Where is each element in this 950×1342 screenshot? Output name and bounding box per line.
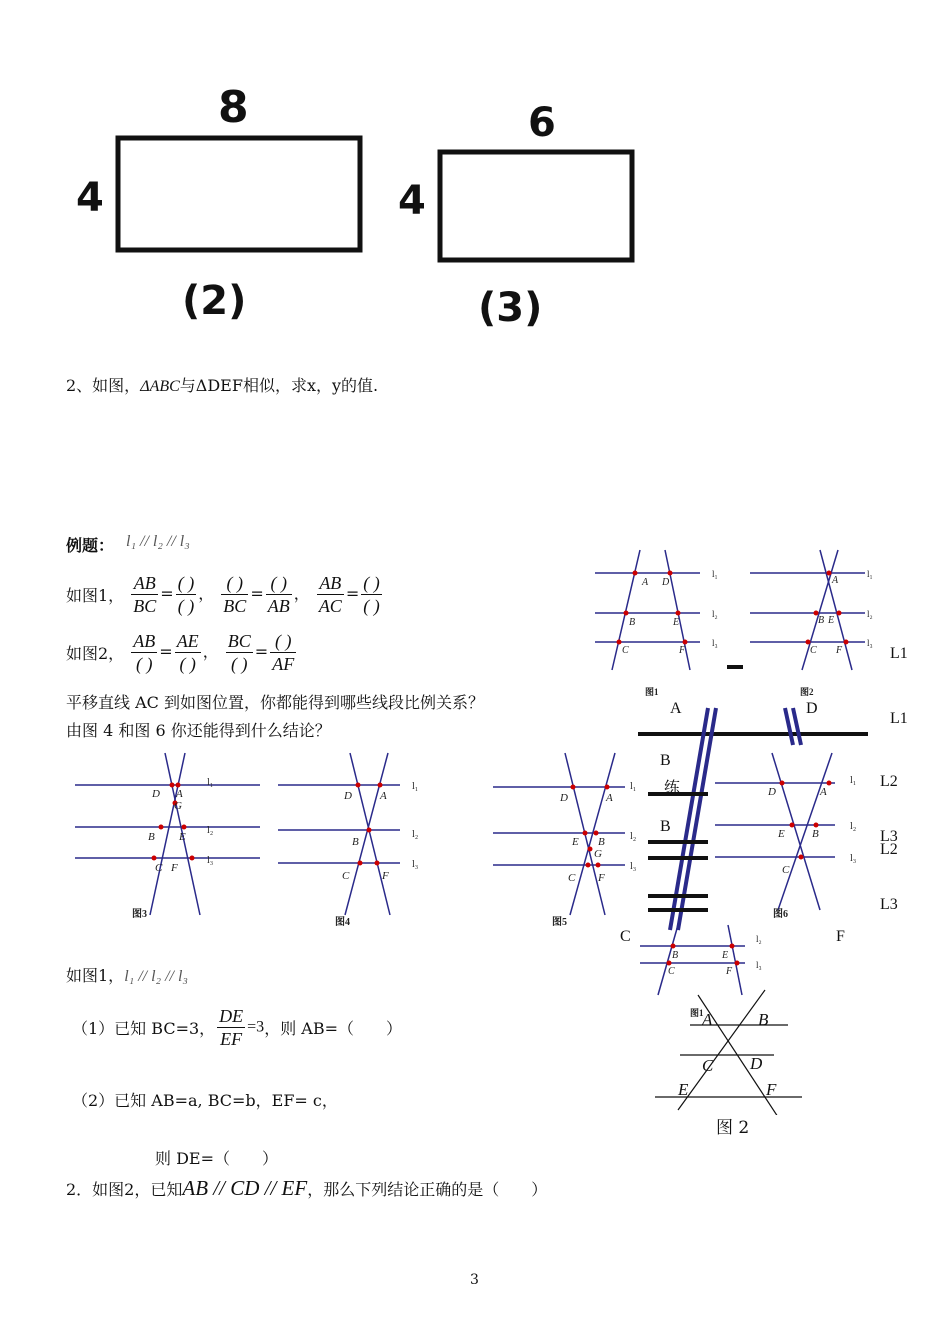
svg-text:E: E [778,828,785,840]
svg-text:C: C [702,1056,714,1075]
ratio-5a [226,630,253,675]
rect-2 [118,138,360,250]
ratio-2a [221,572,248,617]
svg-text:F: F [598,872,605,884]
svg-text:l₂: l₂ [630,831,637,842]
svg-text:B: B [818,615,825,626]
svg-text:l₃: l₃ [412,859,419,870]
svg-text:图5: 图5 [552,917,567,928]
ratio-num: ( ) [270,630,296,653]
svg-text:C: C [342,870,350,882]
q1-pre: （1）已知 BC=3， [72,1019,216,1038]
svg-text:E: E [179,831,186,843]
svg-text:E: E [678,1080,689,1099]
svg-text:G: G [594,848,602,860]
conclude-question: 由图 4 和图 6 你还能得到什么结论？ [66,721,331,740]
q2-rest: 与ΔDEF相似，求x，y的值. [179,376,379,395]
ratio-num: ( ) [363,573,380,593]
svg-text:C: C [810,645,817,656]
ratio-5b [270,630,296,675]
question-2 [66,373,378,396]
ratio-den: AB [267,596,290,616]
example-fig1-line: 如图1， $\frac{AB}{BC}$ = $\frac{( )}{( )}$ ， $\frac{( )}{BC}$ = $\frac{( )}{AB}$ ， $\frac{AB}{AC}$ = $\frac{( )}{( )}$ [66,573,380,616]
svg-text:B: B [672,950,679,961]
practice-condition: l₁ // l₂ // l₃ [124,968,188,985]
fig1-label: 如图1， [66,586,125,605]
ratio-2b [266,572,292,617]
svg-text:A: A [642,577,649,588]
svg-text:l₂: l₂ [207,825,214,836]
practice-intro-label: 如图1， [66,966,125,985]
ratio-den: BC [133,596,157,616]
ratio-num: ( ) [266,572,292,595]
ratio-den: ( ) [231,654,248,674]
svg-text:A: A [820,786,827,798]
example-title: 例题： [66,536,115,555]
svg-text:E: E [828,615,835,626]
q1-num: DE [219,1006,244,1026]
svg-text:D: D [152,788,160,800]
svg-text:图1: 图1 [645,687,659,697]
svg-text:l₁: l₁ [712,569,718,579]
svg-text:l₂: l₂ [850,821,857,832]
q2-triangle: ΔABC [140,378,180,395]
svg-text:E: E [572,836,579,848]
example-condition: l₁ // l₂ // l₃ [126,533,190,550]
example-fig2-line: 如图2， $\frac{AB}{( )}$ = $\frac{AE}{( )}$ ， $\frac{BC}{( )}$ = $\frac{( )}{AF}$ [66,631,295,674]
ratio-num: AB [133,631,156,651]
svg-text:l₂: l₂ [867,609,873,619]
ratio-4b [175,630,201,675]
svg-text:图4: 图4 [335,917,350,928]
rect2-side-label: 4 [76,175,104,221]
ratio-3b [361,572,382,617]
practice-intro [66,963,188,986]
side-label-L3a: L3 [880,828,898,845]
practice-q2: （2）已知 AB=a, BC=b，EF= c， [72,1091,338,1110]
svg-text:C: C [622,645,629,656]
q1-eq: =3 [247,1018,265,1036]
ratio-num: AB [317,572,344,595]
overlay-lian: 练 [664,778,681,797]
side-label-L3b: L3 [880,896,898,913]
svg-text:D: D [768,786,776,798]
svg-text:l₁: l₁ [867,569,873,579]
overlay-F: F [836,928,845,945]
page-number: 3 [470,1272,479,1288]
svg-text:E: E [673,617,680,628]
svg-text:l₁: l₁ [630,781,637,792]
svg-text:l₃: l₃ [630,861,637,872]
figures-3-6 [60,745,880,940]
q3-post: ，那么下列结论正确的是（ ） [307,1180,548,1199]
svg-text:D: D [344,790,352,802]
svg-text:G: G [174,800,182,812]
ratio-den: AC [318,596,342,616]
svg-text:C: C [668,966,675,977]
ratio-num: ( ) [177,573,195,593]
svg-text:l₃: l₃ [867,638,873,648]
side-label-L1: L1 [890,710,908,727]
q1-post: ，则 AB=（ ） [264,1019,402,1038]
ratio-1b [176,572,197,617]
svg-text:图3: 图3 [132,909,147,920]
ratio-den: ( ) [177,596,195,616]
svg-text:l₃: l₃ [850,853,857,864]
svg-text:B: B [758,1010,769,1029]
practice-q3 [66,1176,547,1201]
svg-text:A: A [832,575,839,586]
shift-question: 平移直线 AC 到如图位置，你都能得到哪些线段比例关系？ [66,693,484,712]
rect-3 [440,152,632,260]
rectangles-figure [60,80,660,350]
ratio-4a [131,630,157,675]
svg-text:l₃: l₃ [207,855,214,866]
svg-text:B: B [148,831,155,843]
figure-2-parallels [650,985,810,1115]
svg-text:l₂: l₂ [756,934,762,944]
rect3-caption: (3) [478,285,543,331]
q3-expr: AB // CD // EF [182,1176,308,1200]
svg-text:F: F [679,645,686,656]
svg-text:F: F [726,966,733,977]
svg-text:A: A [606,792,613,804]
rect3-top-label: 6 [528,100,556,146]
ratio-den: AF [272,654,295,674]
svg-text:C: C [568,872,576,884]
svg-text:B: B [629,617,636,628]
svg-text:F: F [766,1080,777,1099]
practice-q1 [72,1005,402,1050]
q2-prefix: 2、如图， [66,376,141,395]
ratio-den: ( ) [136,654,153,674]
svg-text:C: C [782,864,790,876]
svg-text:B: B [812,828,819,840]
figures-1-2 [590,545,920,705]
svg-text:F: F [171,862,178,874]
svg-text:C: C [155,862,163,874]
svg-text:D: D [560,792,568,804]
overlay-C: C [620,928,631,945]
svg-text:图6: 图6 [773,909,788,920]
svg-text:A: A [380,790,387,802]
svg-text:D: D [750,1054,763,1073]
svg-text:l₃: l₃ [756,960,762,970]
overlay-B2: B [660,818,671,835]
svg-text:图1: 图1 [690,1008,704,1018]
svg-text:F: F [382,870,389,882]
figure-2-caption: 图 2 [716,1118,750,1138]
ratio-num: ( ) [221,572,248,595]
svg-text:l₁: l₁ [850,775,857,786]
ratio-den: ( ) [363,596,380,616]
side-label-L2b: L2 [880,841,898,858]
ratio-den: ( ) [179,654,196,674]
ratio-3a [317,572,344,617]
fig2-label: 如图2， [66,644,125,663]
svg-text:图2: 图2 [800,687,814,697]
side-label-L2a: L2 [880,773,898,790]
rect2-caption: (2) [182,278,247,324]
q1-den: EF [220,1029,243,1049]
svg-text:l₁: l₁ [412,781,419,792]
ratio-num: AB [131,572,158,595]
svg-text:l₂: l₂ [712,609,718,619]
side-label-L1-top: L1 [890,645,908,662]
svg-text:A: A [702,1010,713,1029]
ratio-1a [131,572,158,617]
ratio-num: BC [227,631,251,651]
q3-pre: 2．如图2，已知 [66,1180,183,1199]
svg-text:F: F [836,645,843,656]
rect3-side-label: 4 [398,178,426,224]
practice-q2-b: 则 DE=（ ） [155,1149,279,1168]
svg-text:l₁: l₁ [207,777,214,788]
svg-text:B: B [598,836,605,848]
svg-text:E: E [722,950,729,961]
overlay-A: A [670,700,682,717]
svg-text:l₂: l₂ [412,829,419,840]
svg-text:D: D [662,577,670,588]
svg-text:l₃: l₃ [712,638,718,648]
svg-text:B: B [352,836,359,848]
overlay-D: D [806,700,818,717]
ratio-den: BC [223,596,247,616]
overlay-B1: B [660,752,671,769]
rect2-top-label: 8 [218,82,249,133]
q1-frac [217,1005,245,1050]
svg-text:A: A [176,788,183,800]
ratio-num: AE [176,631,199,651]
